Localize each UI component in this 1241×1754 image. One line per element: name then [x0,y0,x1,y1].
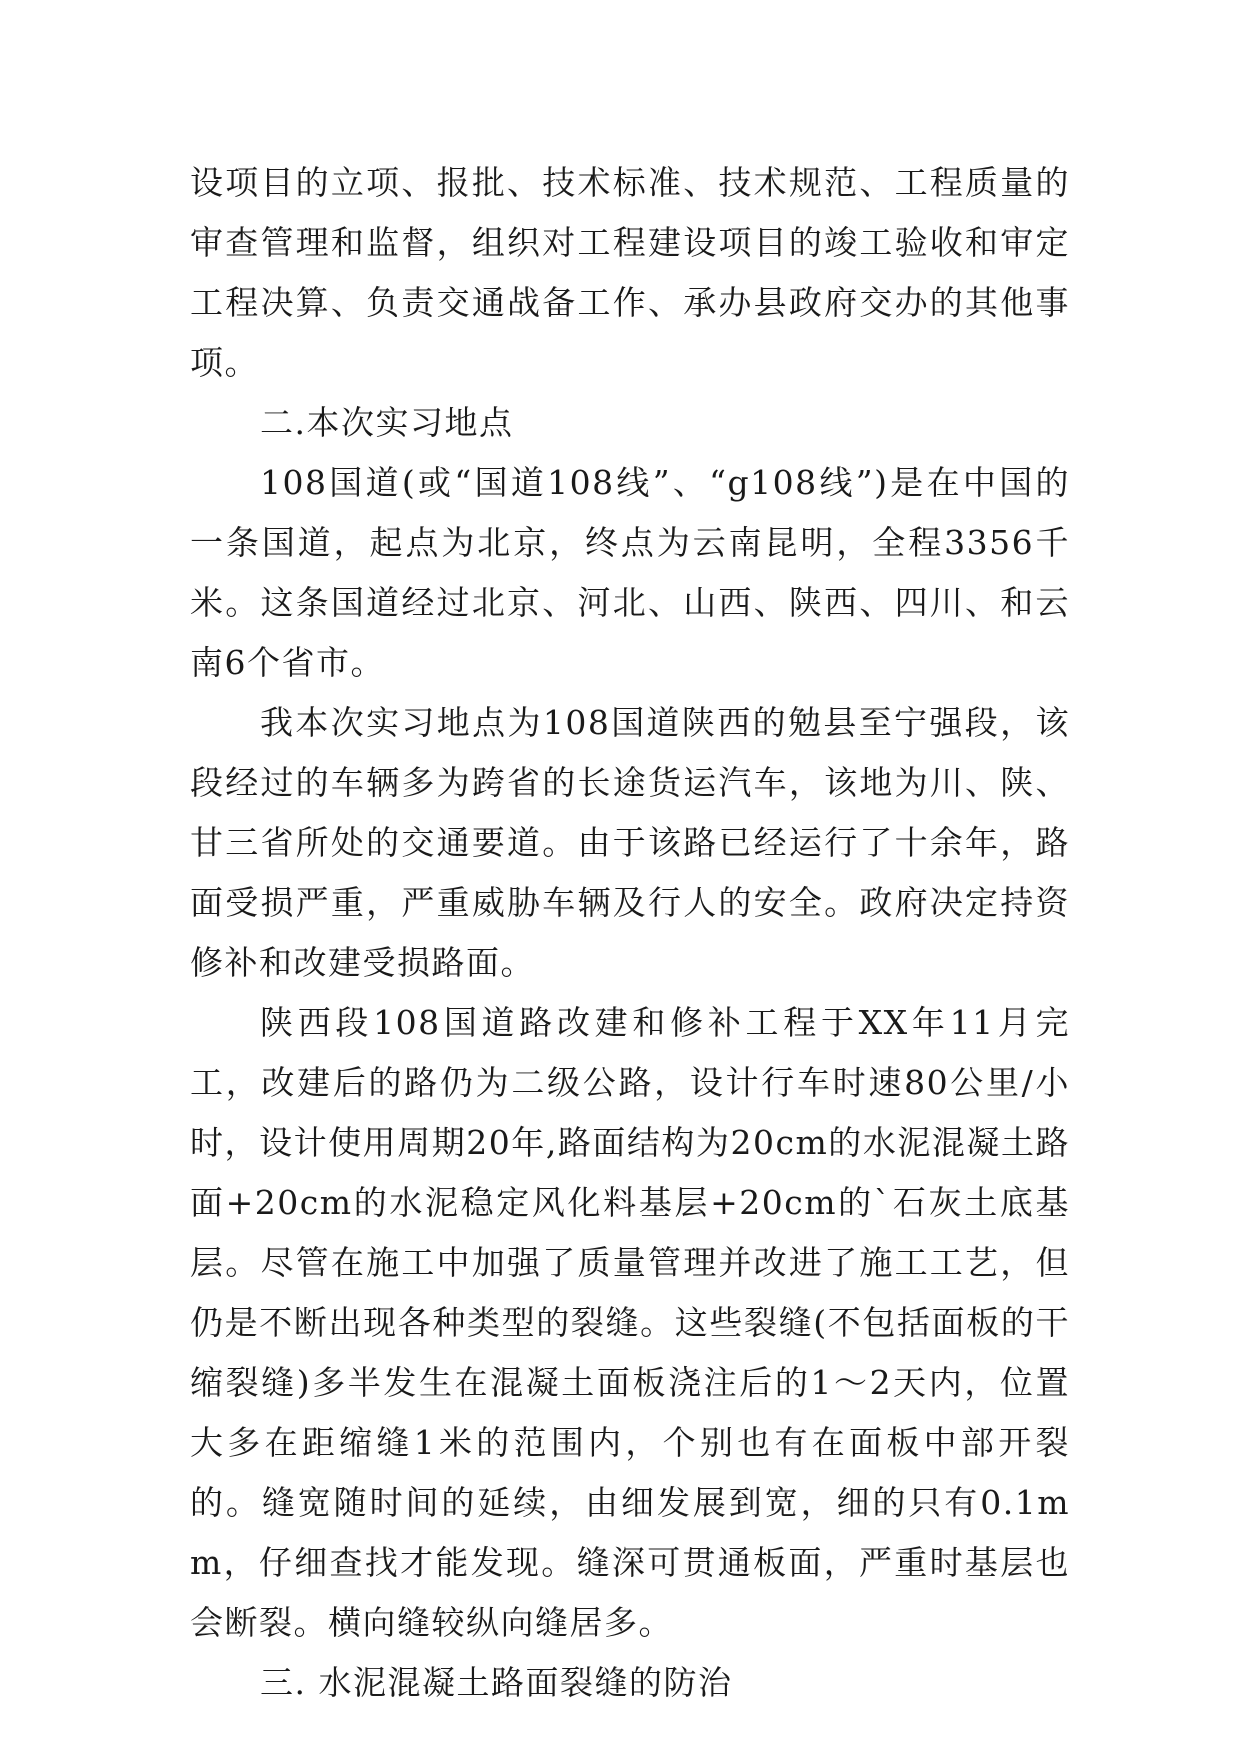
paragraph-duties-continued: 设项目的立项、报批、技术标准、技术规范、工程质量的审查管理和监督，组织对工程建设项目的竣工验收和审定工程决算、负责交通战备工作、承办县政府交办的其他事项。 [190,163,1070,382]
document-body [190,153,1070,1713]
paragraph-route-108-overview: 108国道(或“国道108线”、“g108线”)是在中国的一条国道，起点为北京，终点为云南昆明，全程3356千米。这条国道经过北京、河北、山西、陕西、四川、和云南6个省市。 [190,463,1070,682]
section-heading-internship-location: 二.本次实习地点 [260,403,514,442]
paragraph-reconstruction-cracks: 陕西段108国道路改建和修补工程于XX年11月完工，改建后的路仍为二级公路，设计行车时速80公里/小时，设计使用周期20年,路面结构为20cm的水泥混凝土路面+20cm的水泥稳定风化料基层+20cm的`石灰土底基层。尽管在施工中加强了质量管理并改进了施工工艺，但仍是不断出现各种类型的裂缝。这些裂缝(不包括面板的干缩裂缝)多半发生在混凝土面板浇注后的1～2天内，位置大多在距缩缝1米的范围内，个别也有在面板中部开裂的。缝宽随时间的延续，由细发展到宽，细的只有0.1mm，仔细查找才能发现。缝深可贯通板面，严重时基层也会断裂。横向缝较纵向缝居多。 [190,1003,1070,1642]
paragraph-internship-site: 我本次实习地点为108国道陕西的勉县至宁强段，该段经过的车辆多为跨省的长途货运汽车，该地为川、陕、甘三省所处的交通要道。由于该路已经运行了十余年，路面受损严重，严重威胁车辆及行人的安全。政府决定持资修补和改建受损路面。 [190,703,1070,982]
section-heading-crack-prevention: 三. 水泥混凝土路面裂缝的防治 [260,1663,733,1702]
